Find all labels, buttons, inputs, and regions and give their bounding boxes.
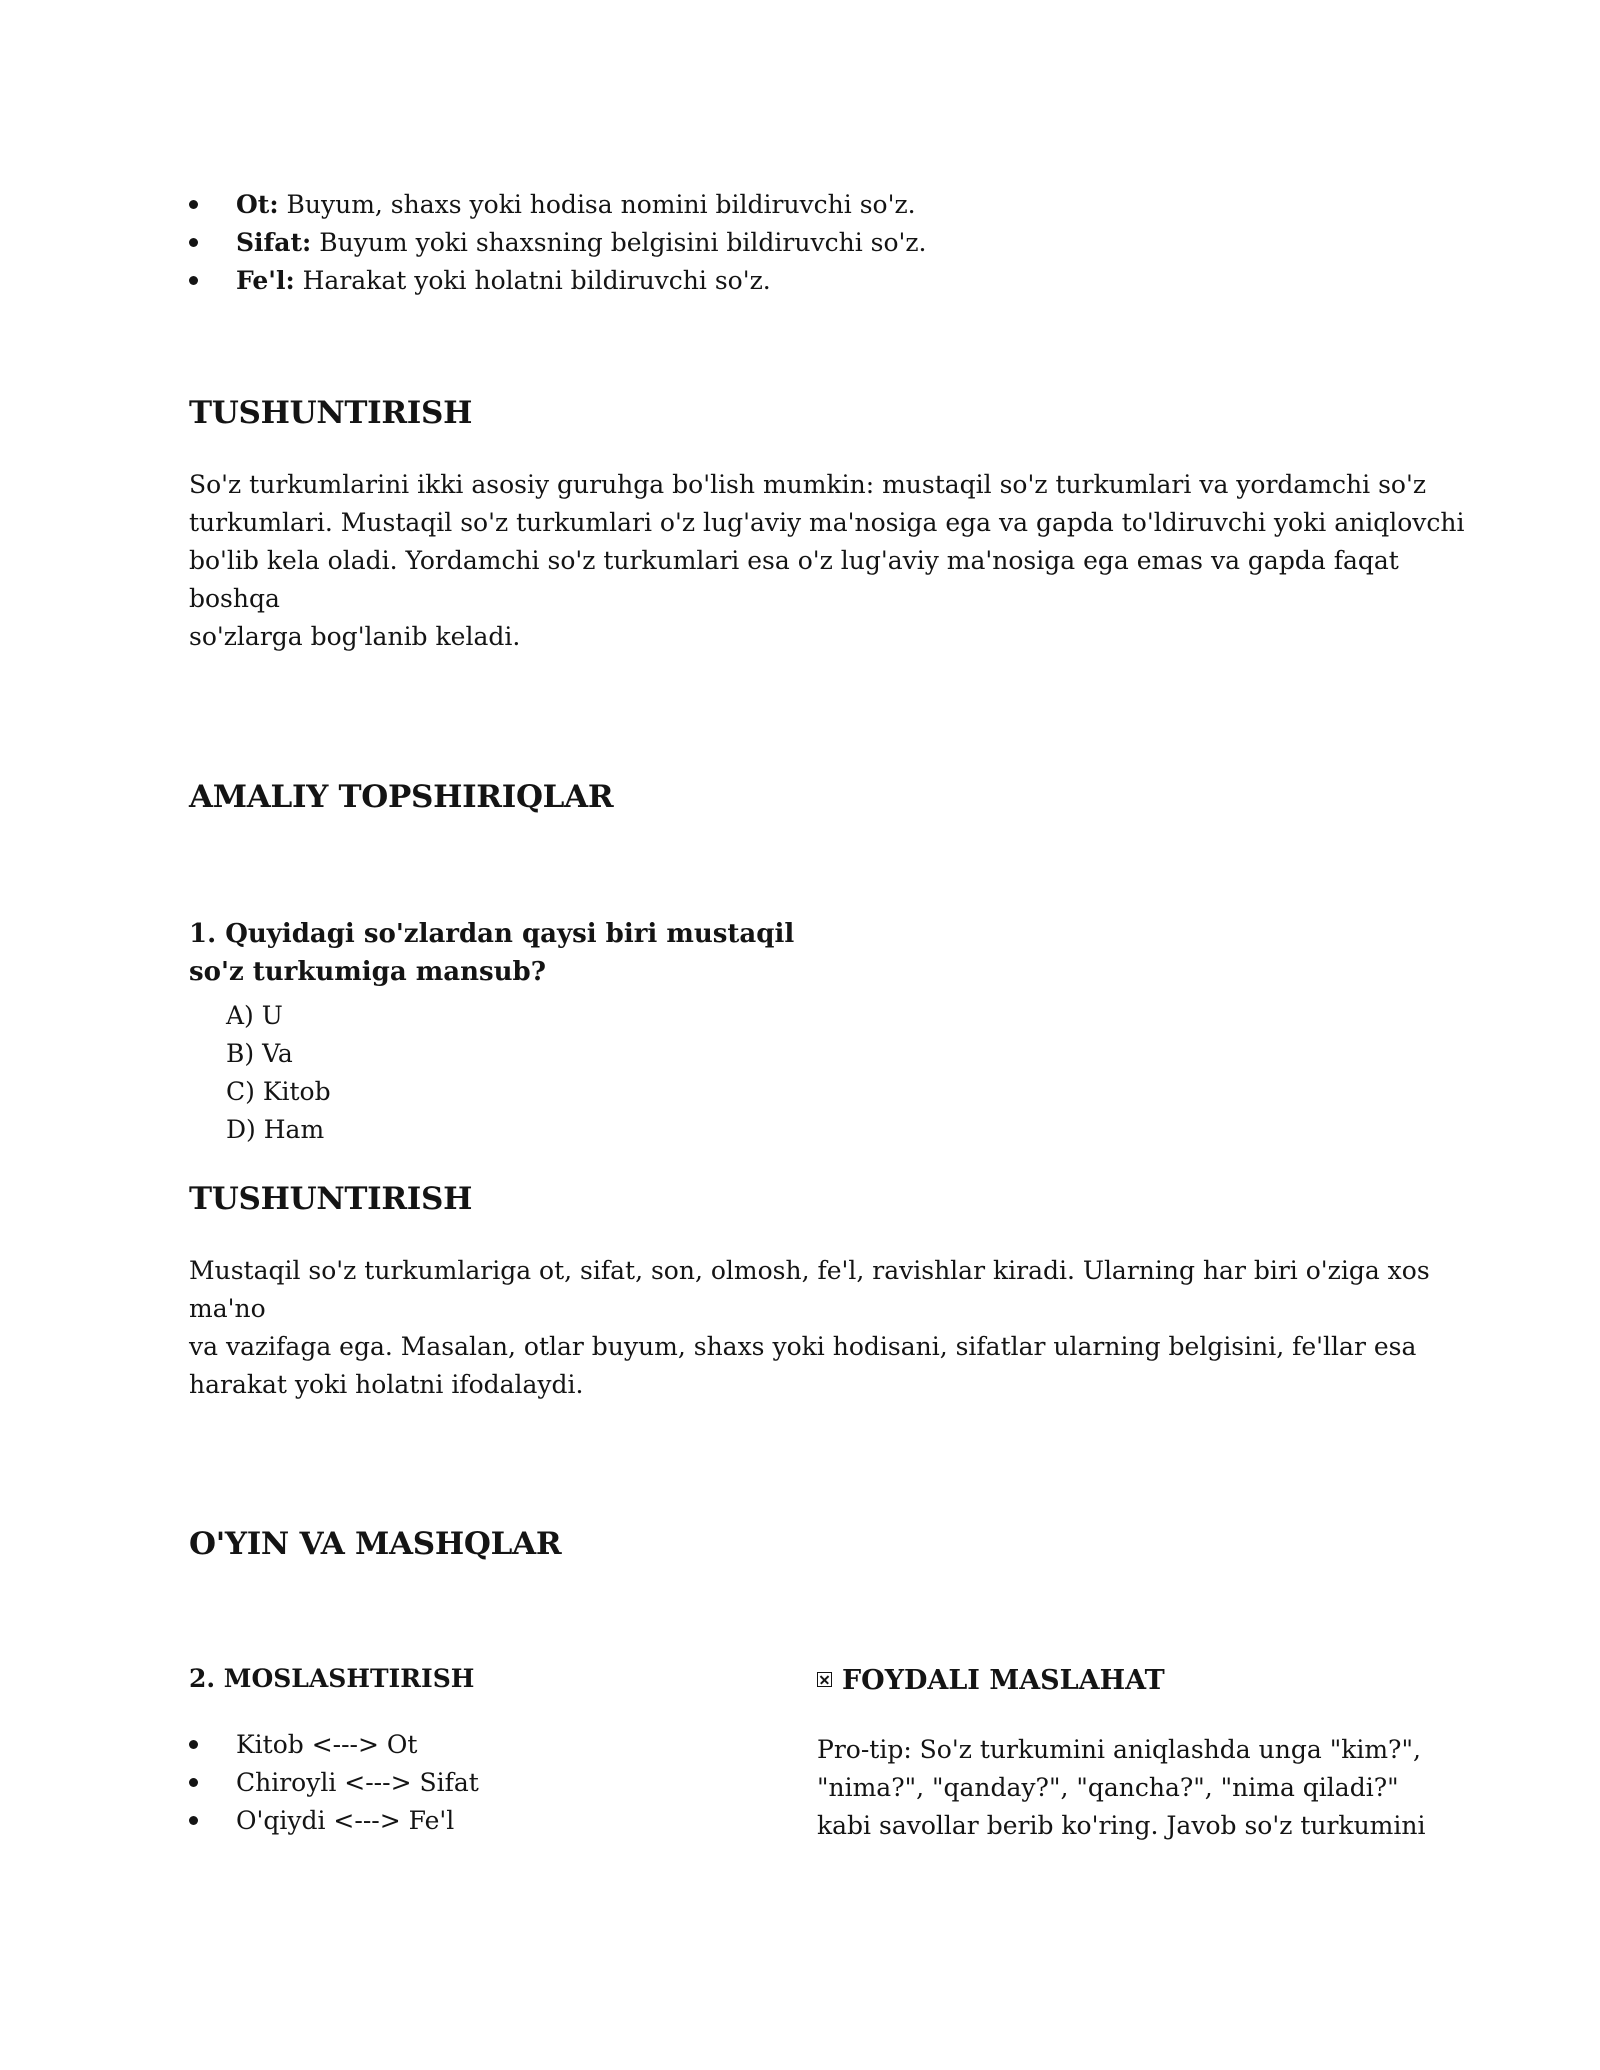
tip-paragraph xyxy=(817,1731,1437,1845)
question-title xyxy=(189,915,809,991)
matching-pair: O'qiydi <---> Fe'l xyxy=(236,1806,455,1835)
bullet-icon xyxy=(189,1778,198,1787)
paragraph-line: Pro-tip: So'z turkumini aniqlashda unga "kim?", xyxy=(817,1735,1421,1764)
question-line: so'z turkumiga mansub? xyxy=(189,957,546,987)
bullet-icon xyxy=(189,1740,198,1749)
bullet-icon xyxy=(189,1816,198,1825)
paragraph-line: So'z turkumlarini ikki asosiy guruhga bo'lish mumkin: mustaqil so'z turkumlari va yordamchi so'z xyxy=(189,470,1426,499)
tip-icon xyxy=(817,1672,832,1687)
list-item xyxy=(189,224,927,262)
explanation-paragraph xyxy=(189,466,1469,656)
list-item xyxy=(189,186,927,224)
definition-term: Sifat: xyxy=(236,228,312,257)
matching-list xyxy=(189,1726,479,1840)
definition-text: Harakat yoki holatni bildiruvchi so'z. xyxy=(294,266,771,295)
definition-term: Ot: xyxy=(236,190,279,219)
paragraph-line: harakat yoki holatni ifodalaydi. xyxy=(189,1370,584,1399)
matching-pair: Kitob <---> Ot xyxy=(236,1730,418,1759)
answer-option[interactable]: A) U xyxy=(226,1001,283,1030)
definition-term: Fe'l: xyxy=(236,266,295,295)
paragraph-line: "nima?", "qanday?", "qancha?", "nima qiladi?" xyxy=(817,1773,1399,1802)
list-item xyxy=(189,1764,479,1802)
list-item xyxy=(189,1726,479,1764)
paragraph-line: so'zlarga bog'lanib keladi. xyxy=(189,622,521,651)
paragraph-line: turkumlari. Mustaqil so'z turkumlari o'z lug'aviy ma'nosiga ega va gapda to'ldiruvchi yoki aniqlovchi xyxy=(189,508,1465,537)
tip-heading xyxy=(817,1665,1165,1696)
section-heading: AMALIY TOPSHIRIQLAR xyxy=(189,779,614,815)
list-item xyxy=(189,262,927,300)
tip-heading-text: FOYDALI MASLAHAT xyxy=(842,1665,1165,1696)
answer-option[interactable]: C) Kitob xyxy=(226,1077,331,1106)
paragraph-line: bo'lib kela oladi. Yordamchi so'z turkumlari esa o'z lug'aviy ma'nosiga ega emas va gapda faqat boshqa xyxy=(189,546,1399,613)
bullet-icon xyxy=(189,238,198,247)
list-item xyxy=(189,1802,479,1840)
explanation-heading: TUSHUNTIRISH xyxy=(189,1181,473,1217)
bullet-icon xyxy=(189,200,198,209)
paragraph-line: Mustaqil so'z turkumlariga ot, sifat, son, olmosh, fe'l, ravishlar kiradi. Ularning har biri o'ziga xos ma'no xyxy=(189,1256,1430,1323)
question-line: 1. Quyidagi so'zlardan qaysi biri mustaqil xyxy=(189,919,795,949)
definition-text: Buyum, shaxs yoki hodisa nomini bildiruvchi so'z. xyxy=(278,190,916,219)
definition-text: Buyum yoki shaxsning belgisini bildiruvchi so'z. xyxy=(311,228,927,257)
paragraph-line: kabi savollar berib ko'ring. Javob so'z turkumini xyxy=(817,1811,1426,1840)
explanation-heading: TUSHUNTIRISH xyxy=(189,395,473,431)
explanation-paragraph xyxy=(189,1252,1469,1404)
matching-heading: 2. MOSLASHTIRISH xyxy=(189,1664,475,1693)
matching-pair: Chiroyli <---> Sifat xyxy=(236,1768,479,1797)
section-heading: O'YIN VA MASHQLAR xyxy=(189,1526,562,1562)
bullet-icon xyxy=(189,276,198,285)
answer-option[interactable]: B) Va xyxy=(226,1039,293,1068)
definitions-list xyxy=(189,186,927,300)
paragraph-line: va vazifaga ega. Masalan, otlar buyum, shaxs yoki hodisani, sifatlar ularning belgisini, fe'llar esa xyxy=(189,1332,1417,1361)
answer-option[interactable]: D) Ham xyxy=(226,1115,325,1144)
answer-options xyxy=(226,997,331,1149)
